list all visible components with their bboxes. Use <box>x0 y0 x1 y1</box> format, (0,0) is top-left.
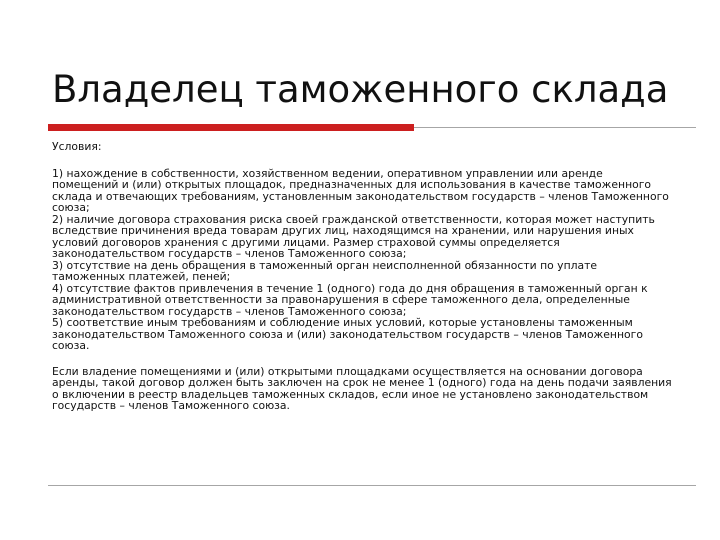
condition-item-4: 4) отсутствие фактов привлечения в течение 1 (одного) года до дня обращения в таможенный орган к административной ответственности за правонарушения в сфере таможенного дела, определенные законодательством государств – членов Таможенного союза; <box>52 281 648 318</box>
condition-item-2: 2) наличие договора страхования риска своей гражданской ответственности, которая может наступить вследствие причинения вреда товарам других лиц, находящимся на хранении, или нарушения иных условий договоров хранения с другими лицами. Размер страховой суммы определяется законодательством государств – членов Таможенного союза; <box>52 212 655 260</box>
condition-item-1: 1) нахождение в собственности, хозяйственном ведении, оперативном управлении или аренде помещений и (или) открытых площадок, предназначенных для использования в качестве таможенного склада и отвечающих требованиям, установленным законодательством государств – членов Таможенного союза; <box>52 166 669 214</box>
condition-item-3: 3) отсутствие на день обращения в таможенный орган неисполненной обязанности по уплате таможенных платежей, пеней; <box>52 258 598 283</box>
footer-divider-line <box>48 485 696 486</box>
condition-item-5: 5) соответствие иным требованиям и соблюдение иных условий, которые установлены таможенным законодательством Таможенного союза и (или) законодательством государств – членов Таможенного союза. <box>52 316 643 352</box>
slide-body <box>52 141 672 412</box>
title-accent-bar <box>48 124 414 131</box>
slide-title: Владелец таможенного склада <box>52 68 669 111</box>
conditions-heading: Условия: <box>52 140 102 153</box>
lease-note-paragraph: Если владение помещениями и (или) открытыми площадками осуществляется на основании договора аренды, такой договор должен быть заключен на срок не менее 1 (одного) года на день подачи заявления о включении в реестр владельцев таможенных складов, если иное не установлено законодательством государств – членов Таможенного союза. <box>52 364 672 412</box>
